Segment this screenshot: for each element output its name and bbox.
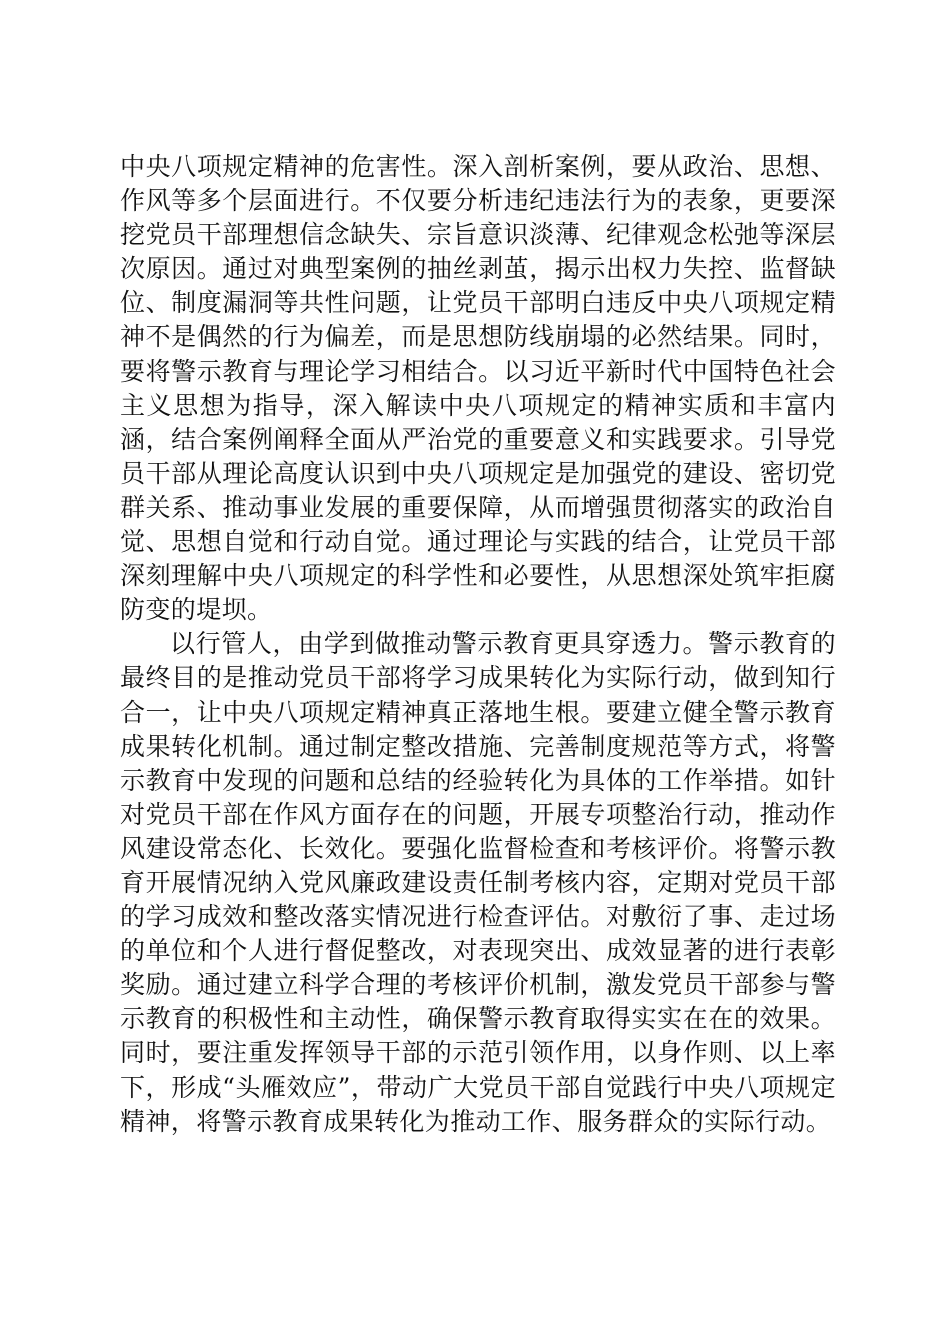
- paragraph-2: 以行管人，由学到做推动警示教育更具穿透力。警示教育的最终目的是推动党员干部将学习成果转化为实际行动，做到知行合一，让中央八项规定精神真正落地生根。要建立健全警示教育成果转化机制。通过制定整改措施、完善制度规范等方式，将警示教育中发现的问题和总结的经验转化为具体的工作举措。如针对党员干部在作风方面存在的问题，开展专项整治行动，推动作风建设常态化、长效化。要强化监督检查和考核评价。将警示教育开展情况纳入党风廉政建设责任制考核内容，定期对党员干部的学习成效和整改落实情况进行检查评估。对敷衍了事、走过场的单位和个人进行督促整改，对表现突出、成效显著的进行表彰奖励。通过建立科学合理的考核评价机制，激发党员干部参与警示教育的积极性和主动性，确保警示教育取得实实在在的效果。同时，要注重发挥领导干部的示范引领作用，以身作则、以上率下，形成“头雁效应”，带动广大党员干部自觉践行中央八项规定精神，将警示教育成果转化为推动工作、服务群众的实际行动。: [120, 629, 836, 1136]
- paragraph-1: 中央八项规定精神的危害性。深入剖析案例，要从政治、思想、作风等多个层面进行。不仅要分析违纪违法行为的表象，更要深挖党员干部理想信念缺失、宗旨意识淡薄、纪律观念松弛等深层次原因。通过对典型案例的抽丝剥茧，揭示出权力失控、监督缺位、制度漏洞等共性问题，让党员干部明白违反中央八项规定精神不是偶然的行为偏差，而是思想防线崩塌的必然结果。同时，要将警示教育与理论学习相结合。以习近平新时代中国特色社会主义思想为指导，深入解读中央八项规定的精神实质和丰富内涵，结合案例阐释全面从严治党的重要意义和实践要求。引导党员干部从理论高度认识到中央八项规定是加强党的建设、密切党群关系、推动事业发展的重要保障，从而增强贯彻落实的政治自觉、思想自觉和行动自觉。通过理论与实践的结合，让党员干部深刻理解中央八项规定的科学性和必要性，从思想深处筑牢拒腐防变的堤坝。: [120, 152, 836, 625]
- body-text: [120, 150, 836, 1139]
